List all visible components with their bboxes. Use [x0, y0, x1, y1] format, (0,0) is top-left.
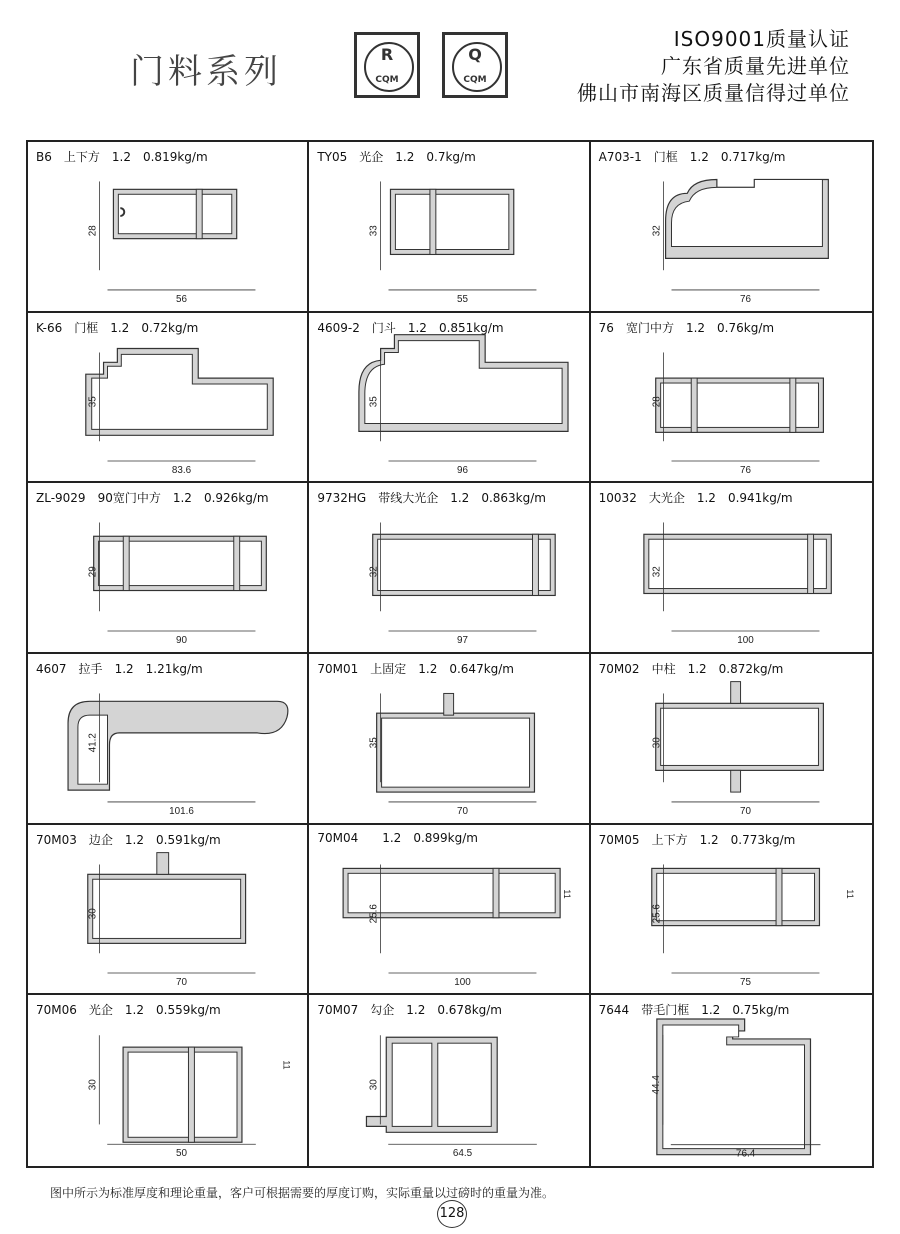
profile-cell [28, 483, 309, 654]
profile-code: B6 [36, 150, 52, 164]
profile-cell [309, 313, 590, 484]
profile-weight: 0.872kg/m [718, 662, 784, 676]
profile-name: 拉手 [78, 662, 103, 676]
profile-thickness: 1.2 [701, 1003, 721, 1018]
profile-code: 4609-2 [317, 320, 360, 335]
profile-weight: 1.21kg/m [145, 662, 203, 676]
cert-line: ISO9001质量认证 [673, 27, 850, 51]
profile-code: A703-1 [598, 150, 642, 164]
profile-label [36, 489, 269, 506]
profile-label [599, 831, 796, 848]
logo-mark: Q [468, 45, 482, 64]
height-label: 44.4 [650, 1075, 662, 1095]
profile-label [317, 1001, 502, 1018]
certifications [577, 26, 850, 107]
profile-code: 70M07 [317, 1003, 359, 1018]
width-label: 101.6 [169, 805, 194, 817]
profile-cell [309, 142, 590, 313]
profile-label [36, 319, 198, 336]
profile-cell [309, 654, 590, 825]
profile-drawing [309, 313, 588, 482]
profile-weight: 0.899kg/m [413, 830, 478, 845]
width-label: 96 [457, 464, 469, 476]
profile-label [599, 489, 793, 506]
height-label: 35 [368, 395, 380, 407]
profile-label [599, 660, 784, 677]
profile-drawing [309, 483, 588, 652]
height-label: 33 [368, 225, 380, 237]
width-label: 83.6 [171, 464, 192, 476]
profile-weight: 0.75kg/m [732, 1003, 790, 1018]
profile-drawing [309, 995, 588, 1166]
profile-label [599, 148, 786, 165]
profile-weight: 0.591kg/m [156, 832, 221, 847]
profile-label [317, 831, 478, 845]
profile-drawing [591, 313, 872, 482]
profile-label [599, 1001, 790, 1018]
profile-label [317, 660, 514, 677]
profile-name: 宽门中方 [625, 320, 674, 335]
height-label: 29 [87, 566, 99, 578]
profile-cell [309, 825, 590, 996]
profile-drawing [591, 654, 872, 823]
profile-name: 90宽门中方 [97, 491, 161, 506]
extra-dimension-label: 11 [844, 889, 855, 899]
profile-code: 70M03 [36, 832, 77, 847]
profile-cell [591, 142, 872, 313]
height-label: 28 [651, 395, 663, 407]
profile-drawing [28, 825, 307, 994]
profile-cell [309, 483, 590, 654]
width-label: 56 [175, 293, 187, 305]
profile-thickness: 1.2 [406, 1003, 426, 1018]
profile-drawing [591, 995, 872, 1166]
profile-cell [28, 995, 309, 1166]
profile-cell [591, 995, 872, 1166]
profile-weight: 0.647kg/m [449, 662, 514, 676]
profile-weight: 0.72kg/m [141, 320, 199, 335]
profile-name: 带毛门框 [641, 1003, 690, 1018]
width-label: 70 [739, 805, 751, 817]
profile-weight: 0.819kg/m [142, 150, 208, 164]
profile-weight: 0.773kg/m [730, 832, 796, 847]
profile-name: 上下方 [63, 150, 100, 164]
width-label: 97 [457, 635, 469, 647]
profile-code: 4607 [36, 662, 67, 676]
width-label: 75 [739, 976, 751, 988]
profile-thickness: 1.2 [696, 491, 716, 506]
profile-weight: 0.863kg/m [481, 491, 546, 506]
profile-code: 9732HG [317, 491, 367, 506]
profile-drawing [591, 483, 872, 652]
height-label: 25.6 [651, 903, 663, 924]
profile-label [317, 319, 503, 336]
width-label: 100 [736, 635, 754, 647]
profile-thickness: 1.2 [395, 150, 415, 164]
width-label: 70 [175, 976, 187, 988]
height-label: 32 [651, 566, 663, 578]
profile-thickness: 1.2 [685, 320, 706, 335]
profile-code: 76 [598, 320, 614, 335]
page-title: 门料系列 [130, 52, 282, 92]
width-label: 90 [175, 635, 187, 647]
profile-label [36, 660, 203, 677]
profile-code: 70M06 [36, 1003, 77, 1018]
profile-code: K-66 [36, 320, 63, 335]
cert-logo-r [354, 32, 420, 98]
profile-name: 带线大光企 [378, 491, 439, 506]
profile-thickness: 1.2 [699, 832, 719, 847]
profile-thickness: 1.2 [110, 320, 130, 335]
profile-thickness: 1.2 [114, 662, 134, 676]
cert-logo-q [442, 32, 508, 98]
height-label: 28 [87, 225, 99, 237]
profile-thickness: 1.2 [124, 1003, 145, 1018]
profile-code: 10032 [598, 491, 637, 506]
profile-name: 上下方 [651, 832, 688, 847]
profile-label [317, 489, 546, 506]
height-label: 30 [368, 1079, 380, 1091]
cert-line: 佛山市南海区质量信得过单位 [577, 81, 850, 105]
logo-mark: R [380, 45, 394, 64]
height-label: 30 [651, 737, 663, 749]
profile-name: 光企 [359, 150, 384, 164]
profile-label [317, 148, 475, 165]
profile-code: 70M05 [598, 832, 640, 847]
height-label: 32 [368, 566, 380, 578]
profile-thickness: 1.2 [172, 491, 192, 506]
cert-line: 广东省质量先进单位 [661, 54, 850, 78]
width-label: 70 [457, 805, 469, 817]
profile-code: 7644 [598, 1003, 630, 1018]
profile-cell [28, 654, 309, 825]
height-label: 32 [651, 225, 663, 237]
profile-label [36, 148, 208, 165]
profile-cell [591, 483, 872, 654]
height-label: 30 [87, 907, 99, 919]
profile-weight: 0.851kg/m [438, 320, 504, 335]
footer-note: 图中所示为标准厚度和理论重量，客户可根据需要的厚度订购，实际重量以过磅时的重量为准。 [50, 1186, 555, 1200]
profile-thickness: 1.2 [124, 832, 145, 847]
width-label: 50 [176, 1148, 188, 1160]
profile-name: 门框 [74, 320, 99, 335]
profile-name: 边企 [88, 832, 113, 847]
profile-label [599, 319, 774, 336]
profile-name: 门框 [653, 150, 678, 164]
profile-weight: 0.7kg/m [426, 150, 476, 164]
profile-name: 勾企 [370, 1003, 395, 1018]
height-label: 41.2 [87, 733, 99, 753]
extra-dimension-label: 11 [562, 889, 573, 899]
profile-drawing [309, 825, 588, 994]
profile-cell [591, 825, 872, 996]
profile-weight: 0.678kg/m [437, 1003, 502, 1018]
width-label: 76 [739, 293, 751, 305]
profile-drawing [28, 142, 307, 311]
extra-dimension-label: 11 [281, 1060, 292, 1070]
width-label: 76.4 [735, 1148, 755, 1160]
profile-thickness: 1.2 [450, 491, 470, 506]
profile-grid [26, 140, 874, 1168]
profile-thickness: 1.2 [382, 830, 402, 845]
profile-code: TY05 [317, 150, 348, 164]
profile-weight: 0.926kg/m [203, 491, 269, 506]
height-label: 35 [87, 395, 99, 407]
logo-abbr: CQM [375, 75, 399, 85]
profile-drawing [28, 483, 307, 652]
profile-cell [591, 313, 872, 484]
profile-drawing [28, 313, 307, 482]
profile-code: 70M02 [598, 662, 640, 676]
profile-name: 大光企 [648, 491, 685, 506]
profile-label [36, 1001, 221, 1018]
profile-code: 70M04 [317, 830, 359, 845]
height-label: 35 [368, 737, 380, 749]
profile-drawing [309, 654, 588, 823]
profile-weight: 0.559kg/m [156, 1003, 221, 1018]
width-label: 64.5 [453, 1148, 473, 1160]
profile-code: ZL-9029 [36, 491, 86, 506]
profile-name: 上固定 [370, 662, 407, 676]
profile-cell [309, 995, 590, 1166]
profile-drawing [28, 654, 307, 823]
height-label: 25.6 [368, 903, 380, 924]
profile-drawing [309, 142, 588, 311]
profile-label [36, 831, 221, 848]
profile-weight: 0.717kg/m [720, 150, 786, 164]
profile-drawing [28, 995, 307, 1166]
height-label: 30 [87, 1079, 99, 1091]
page-number: 128 [437, 1200, 467, 1228]
profile-cell [28, 142, 309, 313]
profile-drawing [591, 825, 872, 994]
profile-name: 光企 [88, 1003, 113, 1018]
profile-thickness: 1.2 [407, 320, 427, 335]
profile-cell [28, 313, 309, 484]
width-label: 100 [454, 976, 472, 988]
profile-weight: 0.941kg/m [727, 491, 793, 506]
profile-thickness: 1.2 [111, 150, 131, 164]
width-label: 76 [739, 464, 751, 476]
profile-cell [28, 825, 309, 996]
profile-name: 门斗 [371, 320, 396, 335]
width-label: 55 [457, 293, 469, 305]
profile-cell [591, 654, 872, 825]
profile-code: 70M01 [317, 662, 359, 676]
profile-weight: 0.76kg/m [717, 320, 775, 335]
profile-thickness: 1.2 [687, 662, 707, 676]
logo-abbr: CQM [463, 75, 487, 85]
profile-drawing [591, 142, 872, 311]
profile-thickness: 1.2 [418, 662, 438, 676]
profile-name: 中柱 [651, 662, 676, 676]
profile-thickness: 1.2 [689, 150, 709, 164]
